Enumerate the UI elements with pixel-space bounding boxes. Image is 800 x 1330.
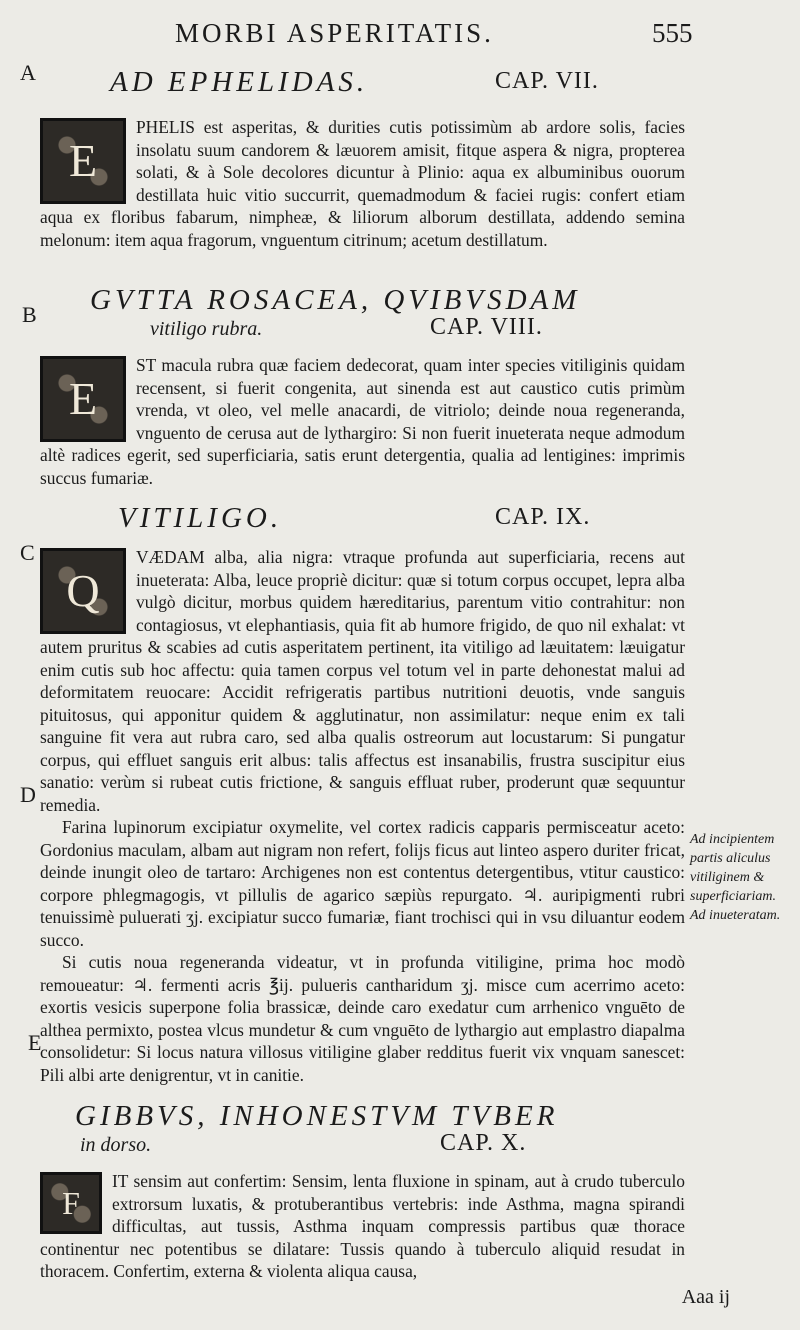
chapter-7-paragraph: PHELIS est asperitas, & durities cutis potissimùm ab ardore solis, facies insolatu suum candorem & læuorem amisit, fitque aspera & nigra, propterea solati, & à Sole decolores dicuntur à Plinio: aqua ex albuminibus ouorum destillata huic vitio succurrit, quemadmodum & faciei rugis: confert etiam aqua ex floribus fabarum, nimpheæ, & liliorum alborum destillata, addendo semina melonum: item aqua fragorum, vnguentum citrinum; acetum destillatum. bbox=[40, 117, 685, 250]
chapter-10-paragraph: IT sensim aut confertim: Sensim, lenta fluxione in spinam, aut à crudo tuberculo extrorsum luxatis, & protuberantibus vertebris: inde Asthma, magna spirandi difficultas, aut tussis, Asthma inquam compressis partibus quæ thorace continentur nec potentibus se dilatare: Tussis quando à tuberculo aliquid resudat in thoracem. Confertim, externa & violenta aliqua causa, bbox=[40, 1171, 685, 1281]
margin-letter-c: C bbox=[20, 540, 35, 565]
chapter-8-text bbox=[40, 354, 685, 489]
page-number: 555 bbox=[652, 18, 693, 48]
margin-letter-a: A bbox=[20, 60, 36, 85]
chapter-8-subtitle: vitiligo rubra. bbox=[150, 318, 263, 340]
chapter-9-paragraph-3: Si cutis noua regeneranda videatur, vt in profunda vitiligine, prima hoc modò remoueatur: ♃. fermenti acris ℥ij. pulueris cantharidum ʒj. misce cum acerrimo aceto: exortis vesicis superpone folia brassicæ, deinde caro exedatur cum arrhenico vnguēto de althea permixto, postea vlcus mundetur & cum vnguēto de lythargio aut emplastro diapalma consolidetur: Si locus natura villosus vitiligine glaber redditus fuerit vix vnquam sanescet: Pili albi arte denigrentur, vt in canitie. bbox=[40, 952, 685, 1085]
chapter-8-title: GVTTA ROSACEA, QVIBVSDAM bbox=[90, 284, 581, 316]
chapter-10-subtitle: in dorso. bbox=[80, 1134, 152, 1156]
chapter-8-cap: CAP. VIII. bbox=[430, 314, 543, 340]
side-note-1: Ad incipientem bbox=[690, 832, 775, 847]
side-note-3: superficiariam. bbox=[690, 889, 776, 904]
chapter-9-text bbox=[40, 546, 685, 1086]
side-note-4: Ad inueteratam. bbox=[690, 908, 781, 923]
chapter-10-cap: CAP. X. bbox=[440, 1130, 527, 1156]
decorated-initial-e-2: E bbox=[40, 356, 126, 442]
margin-letter-b: B bbox=[22, 302, 37, 327]
decorated-initial-e: E bbox=[40, 118, 126, 204]
running-head-title: MORBI ASPERITATIS. bbox=[175, 18, 494, 48]
chapter-10-title: GIBBVS, INHONESTVM TVBER bbox=[75, 1100, 559, 1132]
chapter-7-cap: CAP. VII. bbox=[495, 68, 599, 94]
decorated-initial-q: Q bbox=[40, 548, 126, 634]
chapter-8-paragraph: ST macula rubra quæ faciem dedecorat, quam inter species vitiliginis quidam recensent, si fuerit congenita, aut sinenda est aut caustico cutis primùm vrenda, vt oleo, vel melle anacardi, de vitriolo; deinde noua regeneranda, vnguento de cerusa aut de lythargiro: Si non fuerit inueterata neque admodum altè radices egerit, sed superficiaria, satis erunt detergentia, qualia ad lentigines: imprimis succus fumariæ. bbox=[40, 355, 685, 488]
chapter-7-text bbox=[40, 116, 685, 251]
chapter-9-paragraph-1: VÆDAM alba, alia nigra: vtraque profunda aut superficiaria, recens aut inueterata: Alba, leuce propriè dicitur: quæ si totum corpus occupet, lepra alba vulgò dicitur, morbus quidem hæreditarius, parentum vitio contrahitur: non contagiosus, vt elephantiasis, quia fit ab humore frigido, de quo nil exhalat: vt autem pruritus & scabies ad cutis asperitatem pertinent, ita vitiligo ad læuitatem: læuigatur enim cutis sub hoc affectu: quia tamen corpus vel totum vel in parte dehonestat malui ad deformitatem reuocare: Accidit refrigeratis partibus nutritioni deuotis, vnde sanguis pituitosus, qui apponitur quidem & agglutinatur, non assimilatur: neque enim ex tali sanguine fit vera aut rubra caro, sed alba qualis ostreorum aut locustarum: Si pungatur corpus, qui effluet sanguis erit albus: talis affectus est insanabilis, frustra suscipitur eius sanatio: verùm si rubeat cutis frictione, & sanguis effluat ruber, proderunt quæ sequuntur remedia. bbox=[40, 547, 685, 815]
margin-letter-e: E bbox=[28, 1030, 42, 1055]
chapter-10-text bbox=[40, 1170, 685, 1283]
decorated-initial-f: F bbox=[40, 1172, 102, 1234]
chapter-9-cap: CAP. IX. bbox=[495, 504, 591, 530]
side-note-2: partis aliculus vitiliginem & bbox=[690, 851, 771, 885]
signature-mark: Aaa ij bbox=[681, 1286, 730, 1308]
chapter-9-paragraph-2: Farina lupinorum excipiatur oxymelite, vel cortex radicis capparis permisceatur aceto: Gordonius maculam, albam aut nigram non refert, folijs ficus aut linteo aspero duriter fricat, deinde inungit oleo de tartaro: Archigenes non est contentus detergentibus, vtitur caustico: corpore phlegmagogis, vt pillulis de agarico sæpiùs repurgato. ♃. auripigmenti rubri tenuissimè puluerati ʒj. excipiatur succo fumariæ, fiant trochisci qui in vsu diluantur eodem succo. bbox=[40, 817, 685, 950]
side-notes bbox=[690, 830, 790, 925]
margin-letter-d: D bbox=[20, 782, 36, 807]
chapter-7-title: AD EPHELIDAS. bbox=[110, 66, 369, 98]
chapter-9-title: VITILIGO. bbox=[118, 502, 283, 534]
